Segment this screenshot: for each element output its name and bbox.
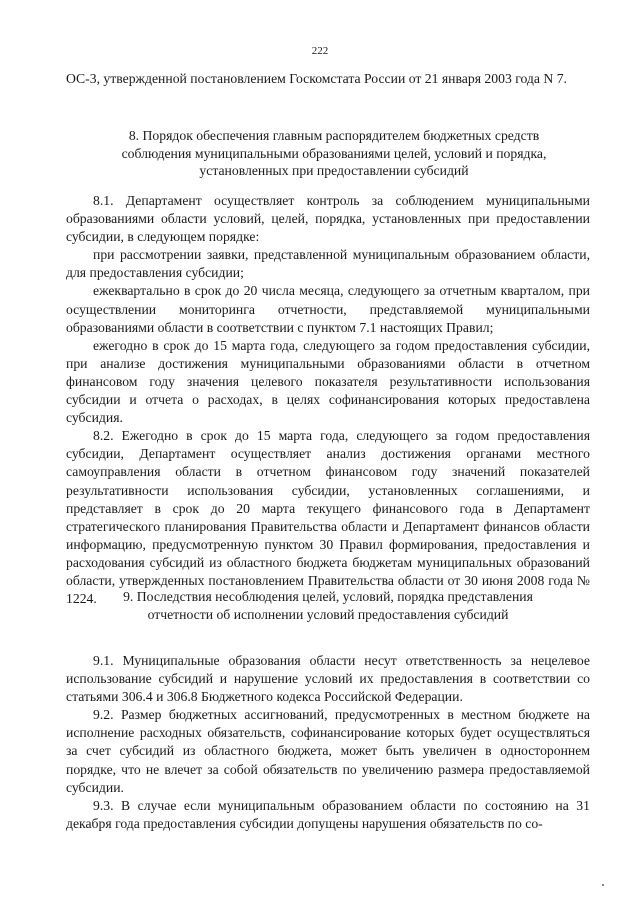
section-9-heading-text: 9. Последствия несоблюдения целей, условий, порядка представления отчетности об исполнении условий предоставления субсидий [123,589,533,622]
page-number: 222 [311,45,329,57]
section-8-heading-text: 8. Порядок обеспечения главным распорядителем бюджетных средств соблюдения муниципальными образованиями целей, условий и порядка, установленных при предоставлении субсидий [121,128,547,179]
paragraph-9-1: 9.1. Муниципальные образования области несут ответственность за нецелевое использование субсидий и нарушение условий их предоставления в соответствии со статьями 306.4 и 306.8 Бюджетного кодекса Российской Федерации. [66,653,590,705]
section-9-heading [66,588,590,623]
paragraph-8-1-item-2: ежеквартально в срок до 20 числа месяца, следующего за отчетным кварталом, при осуществлении мониторинга отчетности, представляемой муниципальными образованиями области в соответствии с пунктом 7.1 настоящих Правил; [66,283,590,335]
paragraph-9-2: 9.2. Размер бюджетных ассигнований, предусмотренных в местном бюджете на исполнение расходных обязательств, софинансирование которых будет осуществляться за счет субсидий из областного бюджета, может быть увеличен в одностороннем порядке, что не влечет за собой обязательств по увеличению размера предоставляемой субсидии. [66,707,590,795]
section-8-body [66,192,590,608]
intro-paragraph: ОС-3, утвержденной постановлением Госкомстата России от 21 января 2003 года N 7. [66,71,567,86]
paragraph-8-1-item-1: при рассмотрении заявки, представленной муниципальным образованием области, для предоставления субсидии; [66,247,590,281]
section-9-body [66,652,590,833]
paragraph-9-3: 9.3. В случае если муниципальным образованием области по состоянию на 31 декабря года предоставления субсидии допущены нарушения обязательств по со- [66,797,590,831]
paragraph-8-1: 8.1. Департамент осуществляет контроль за соблюдением муниципальными образованиями области условий, целей, порядка, установленных при предоставлении субсидии, в следующем порядке: [66,193,590,245]
section-8-heading [66,127,590,180]
intro-block [66,70,590,88]
scan-speck [602,884,604,886]
paragraph-8-1-item-3: ежегодно в срок до 15 марта года, следующего за годом предоставления субсидии, при анализе достижения муниципальными образованиями области в отчетном финансовом году значения целевого показателя результативности использования субсидии и отчета о расходах, в целях софинансирования которых предоставлена субсидия. [66,337,590,426]
paragraph-8-2: 8.2. Ежегодно в срок до 15 марта года, следующего за годом предоставления субсидии, Департамент осуществляет анализ достижения органами местного самоуправления области в отчетном финансовом году значений показателей результативности использования субсидии, установленных соглашениями, и представляет в срок до 20 марта текущего финансового года в Департамент стратегического планирования Правительства области и Департамент финансов области информацию, предусмотренную пунктом 30 Правил формирования, предоставления и расходования субсидий из областного бюджета бюджетам муниципальных образований области, утвержденных постановлением Правительства области от 30 июня 2008 года № 1224. [66,428,590,607]
